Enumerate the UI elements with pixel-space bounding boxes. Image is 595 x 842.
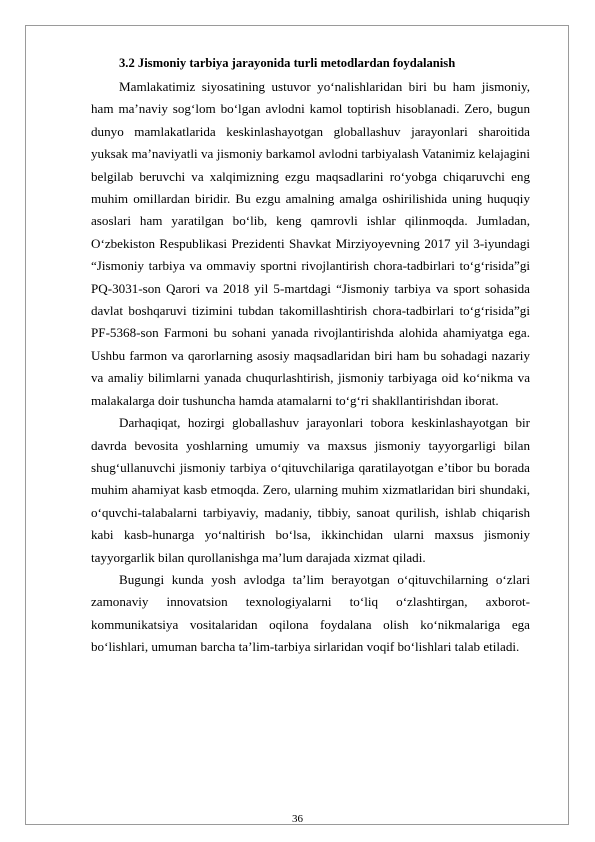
- paragraph-1: Mamlakatimiz siyosatining ustuvor yo‘nalishlaridan biri bu ham jismoniy, ham ma’naviy sog‘lom bo‘lgan avlodni kamol toptirish hisoblanadi. Zero, bugun dunyo mamlakatlarida keskinlashayotgan globallashuv jarayonlari sharoitida yuksak ma’naviyatli va jismoniy barkamol avlodni tarbiyalash Vatanimiz kelajagini belgilab beruvchi va xalqimizning ezgu maqsadlarini ro‘yobga chiqaruvchi eng muhim omillardan biridir. Bu ezgu amalning amalga oshirilishida uning huquqiy asoslari ham yaratilgan bo‘lib, keng qamrovli ishlar qilinmoqda. Jumladan, O‘zbekiston Respublikasi Prezidenti Shavkat Mirziyoyevning 2017 yil 3-iyundagi “Jismoniy tarbiya va ommaviy sportni rivojlantirish chora-tadbirlari to‘g‘risida”gi PQ-3031-son Qarori va 2018 yil 5-martdagi “Jismoniy tarbiya va sport sohasida davlat boshqaruvi tizimini tubdan takomillashtirish chora-tadbirlari to‘g‘risida”gi PF-5368-son Farmoni bu sohani yanada rivojlantirishda alohida ahamiyatga ega. Ushbu farmon va qarorlarning asosiy maqsadlaridan biri ham bu sohadagi nazariy va amaliy bilimlarni yanada chuqurlashtirish, jismoniy tarbiyaga oid ko‘nikma va malakalarga doir tushuncha hamda atamalarni to‘g‘ri shakllantirishdan iborat.: [91, 79, 530, 408]
- page-number: 36: [292, 813, 303, 825]
- paragraph-3: Bugungi kunda yosh avlodga ta’lim berayotgan o‘qituvchilarning o‘zlari zamonaviy innovatsion texnologiyalarni to‘liq o‘zlashtirgan, axborot-kommunikatsiya vositalaridan oqilona foydalana olish ko‘nikmalariga ega bo‘lishlari, umuman barcha ta’lim-tarbiya sirlaridan voqif bo‘lishlari talab etiladi.: [91, 571, 530, 655]
- paragraph-2: Darhaqiqat, hozirgi globallashuv jarayonlari tobora keskinlashayotgan bir davrda bevosita yoshlarning umumiy va maxsus jismoniy tayyorgarligi bilan shug‘ullanuvchi jismoniy tarbiya o‘qituvchilariga qaratilayotgan e’tibor bu borada muhim ahamiyat kasb etmoqda. Zero, ularning muhim xizmatlaridan biri shundaki, o‘quvchi-talabalarni tarbiyaviy, madaniy, tibbiy, sanoat qurilish, ishlab chiqarish kabi kasb-hunarga yo‘naltirish bo‘lsa, ikkinchidan ularni maxsus jismoniy tayyorgarlik bilan qurollanishga ma’lum darajada xizmat qiladi.: [91, 415, 530, 565]
- document-body: [91, 52, 530, 659]
- section-heading: 3.2 Jismoniy tarbiya jarayonida turli metodlardan foydalanish: [119, 56, 456, 70]
